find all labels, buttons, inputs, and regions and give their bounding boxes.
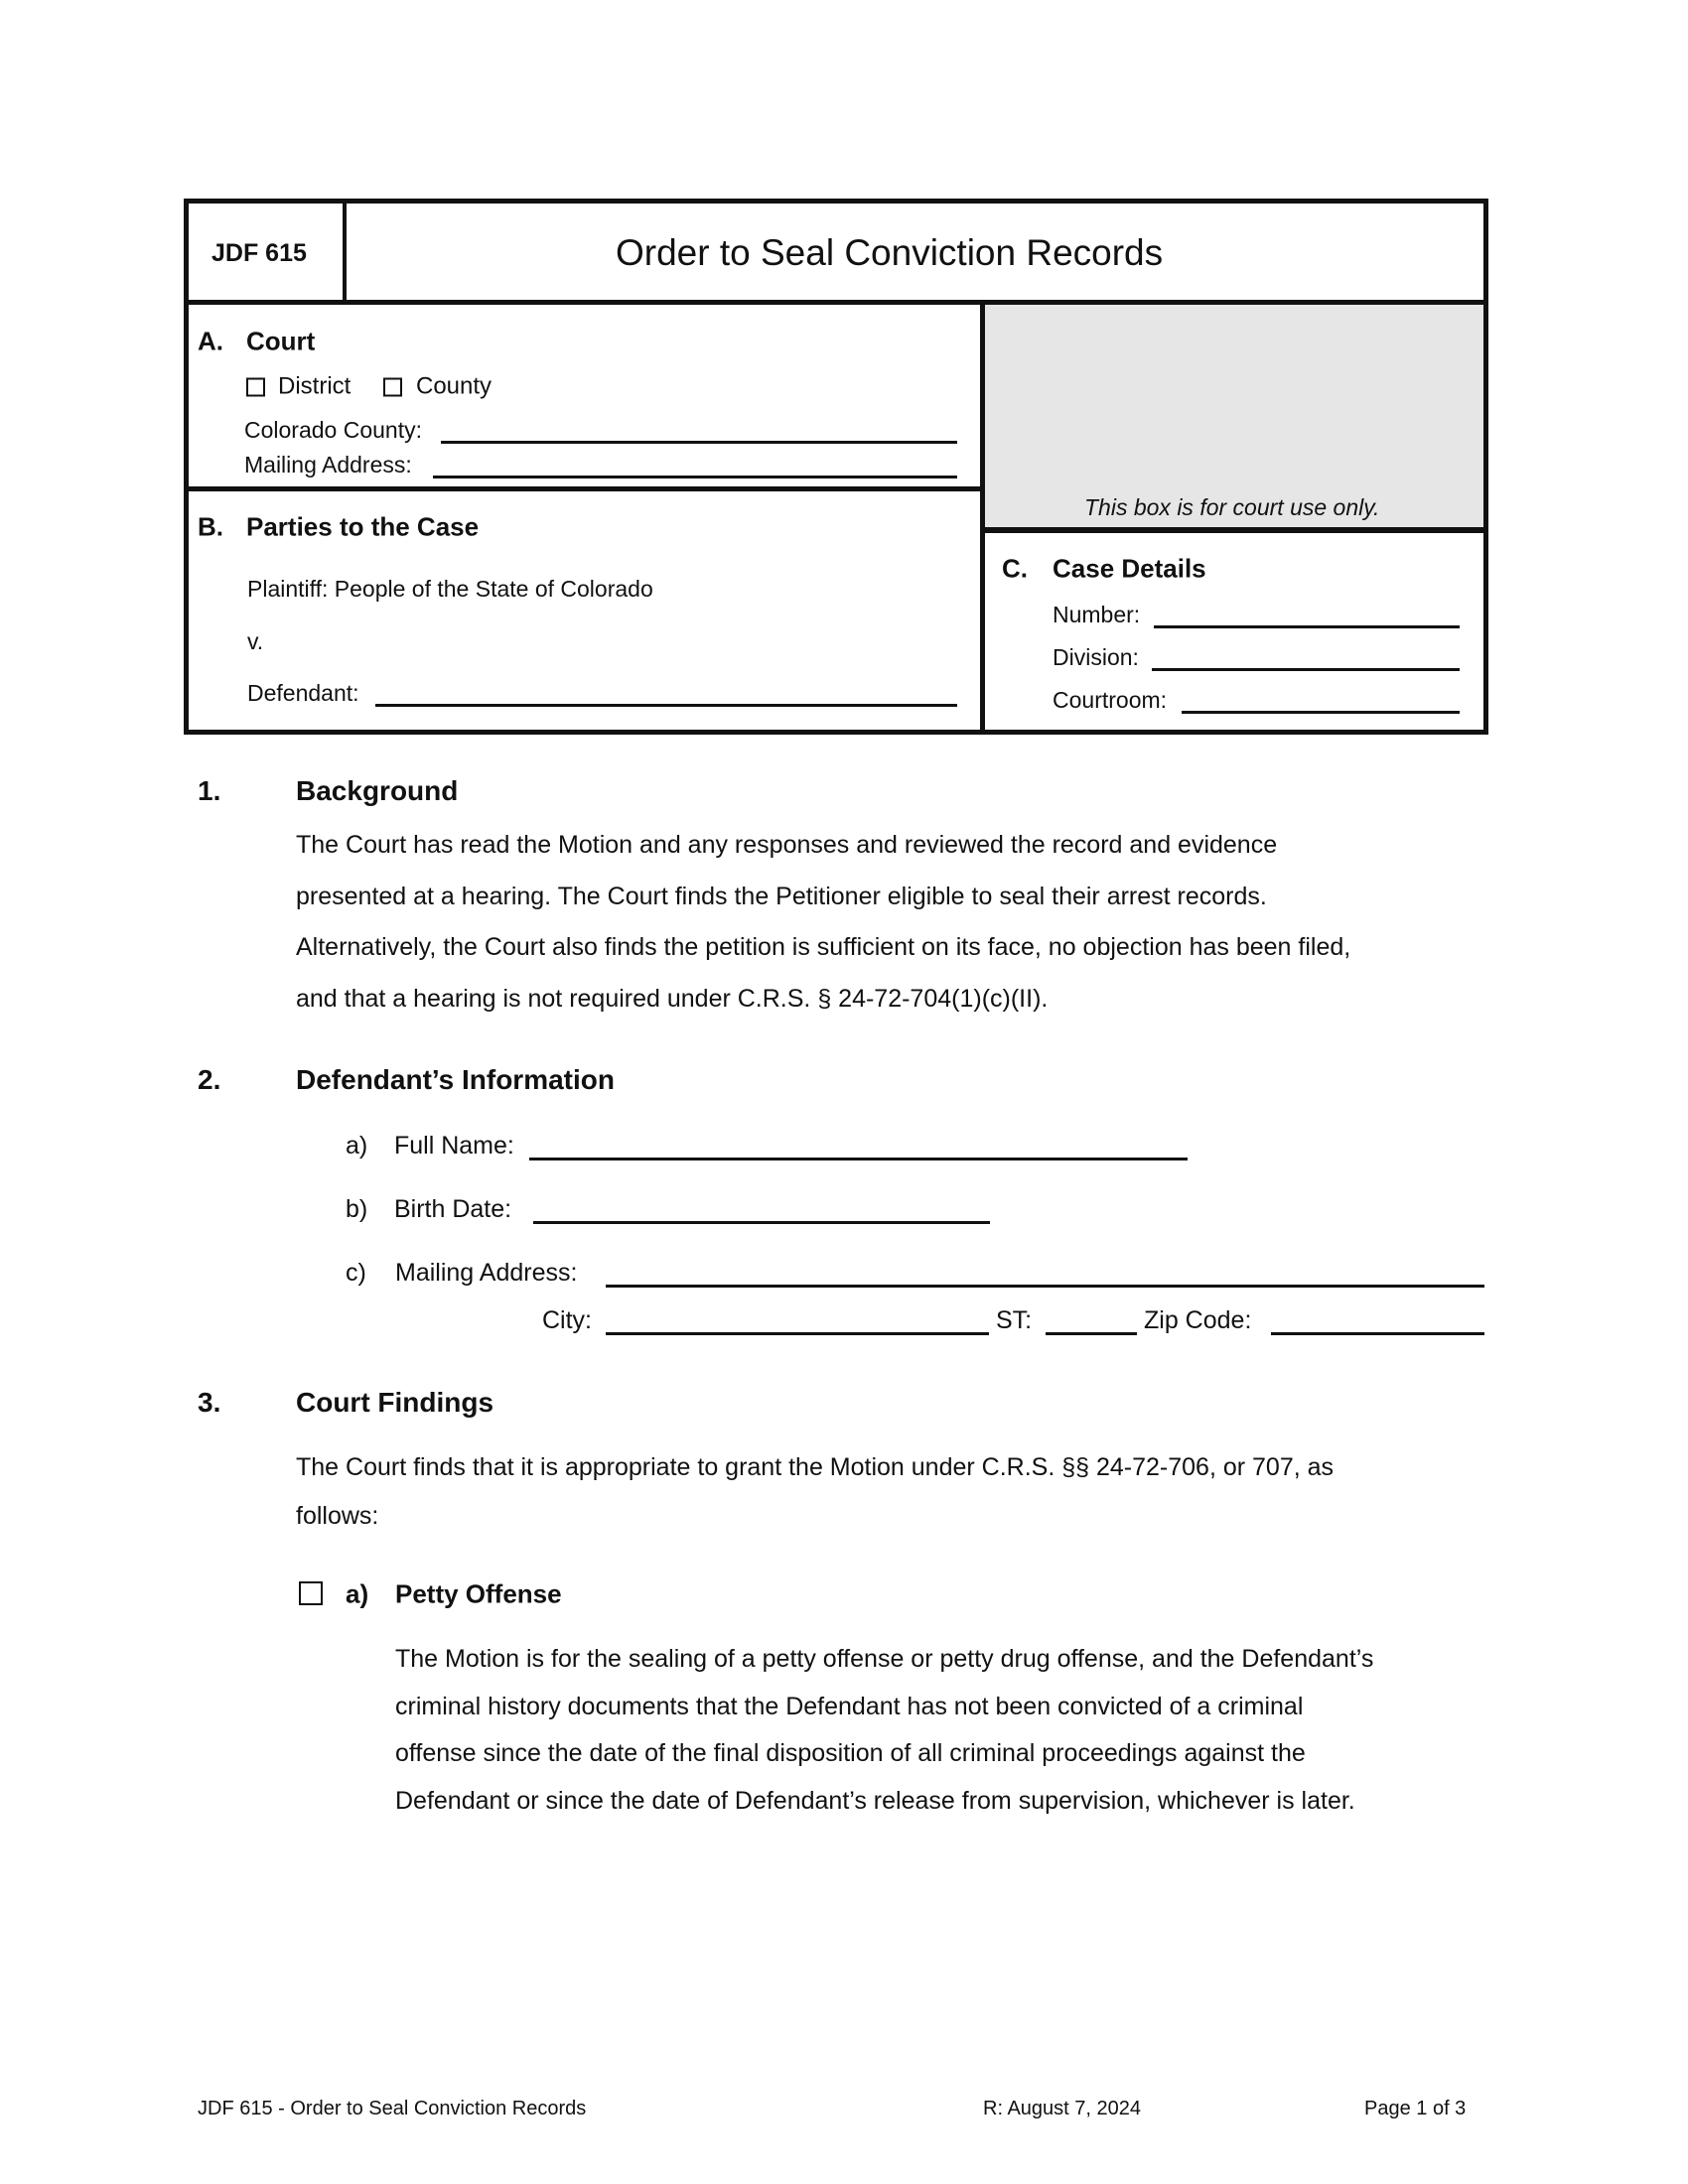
- division-label: Division:: [1053, 644, 1139, 671]
- defendant-mailing-address-field[interactable]: [606, 1285, 1484, 1288]
- court-use-note: This box is for court use only.: [1084, 494, 1380, 521]
- full-name-label: Full Name:: [394, 1132, 514, 1160]
- plaintiff-text: Plaintiff: People of the State of Colorado: [247, 576, 653, 603]
- section-2-title: Defendant’s Information: [296, 1064, 615, 1096]
- courtroom-label: Courtroom:: [1053, 687, 1168, 714]
- section-1-number: 1.: [198, 775, 221, 807]
- findings-line: The Court finds that it is appropriate to grant the Motion under C.R.S. §§ 24-72-706, or 707, as: [296, 1453, 1335, 1481]
- section-b-letter: B.: [198, 511, 223, 542]
- petty-offense-checkbox[interactable]: [299, 1581, 323, 1605]
- section-c-title: Case Details: [1053, 553, 1206, 584]
- petty-offense-line: offense since the date of the final disposition of all criminal proceedings against the: [395, 1739, 1306, 1767]
- section-3-title: Court Findings: [296, 1387, 494, 1419]
- defendant-mailing-address-label: Mailing Address:: [395, 1259, 578, 1287]
- case-number-label: Number:: [1053, 602, 1141, 628]
- background-line: Alternatively, the Court also finds the petition is sufficient on its face, no objection has been filed,: [296, 933, 1351, 961]
- birth-date-field[interactable]: [533, 1221, 990, 1224]
- zip-code-field[interactable]: [1271, 1332, 1484, 1335]
- courtroom-field[interactable]: [1182, 711, 1460, 714]
- district-label: District: [278, 372, 352, 400]
- case-number-field[interactable]: [1154, 625, 1460, 628]
- county-label: County: [416, 372, 492, 400]
- state-label: ST:: [996, 1306, 1033, 1334]
- petty-offense-line: Defendant or since the date of Defendant’s release from supervision, whichever is later.: [395, 1787, 1355, 1815]
- county-checkbox[interactable]: [383, 378, 402, 397]
- section-a-letter: A.: [198, 326, 223, 356]
- footer-page-number: Page 1 of 3: [1364, 2098, 1467, 2119]
- petty-offense-line: criminal history documents that the Defendant has not been convicted of a criminal: [395, 1693, 1304, 1720]
- colorado-county-field[interactable]: [441, 441, 957, 444]
- background-line: The Court has read the Motion and any responses and reviewed the record and evidence: [296, 831, 1278, 859]
- defendant-label: Defendant:: [247, 680, 359, 707]
- birth-date-label: Birth Date:: [394, 1195, 512, 1223]
- form-id: JDF 615: [211, 239, 307, 267]
- background-line: and that a hearing is not required under C.R.S. § 24-72-704(1)(c)(II).: [296, 985, 1049, 1013]
- mailing-address-label: Mailing Address:: [244, 452, 412, 478]
- item-c-label: c): [346, 1259, 366, 1287]
- section-2-number: 2.: [198, 1064, 221, 1096]
- zip-code-label: Zip Code:: [1144, 1306, 1252, 1334]
- versus-text: v.: [247, 628, 264, 655]
- section-3-number: 3.: [198, 1387, 221, 1419]
- footer-form-name: JDF 615 - Order to Seal Conviction Records: [198, 2098, 587, 2119]
- defendant-field[interactable]: [375, 704, 957, 707]
- page-title: Order to Seal Conviction Records: [616, 231, 1164, 273]
- city-field[interactable]: [606, 1332, 989, 1335]
- state-field[interactable]: [1046, 1332, 1137, 1335]
- section-a-title: Court: [246, 326, 316, 356]
- division-field[interactable]: [1152, 668, 1460, 671]
- court-mailing-address-field[interactable]: [433, 476, 957, 478]
- petty-offense-item-label: a): [346, 1578, 369, 1609]
- background-line: presented at a hearing. The Court finds the Petitioner eligible to seal their arrest records.: [296, 883, 1267, 910]
- petty-offense-title: Petty Offense: [395, 1578, 562, 1609]
- colorado-county-label: Colorado County:: [244, 417, 422, 444]
- section-b-title: Parties to the Case: [246, 511, 480, 542]
- section-1-title: Background: [296, 775, 459, 807]
- district-checkbox[interactable]: [246, 378, 265, 397]
- city-label: City:: [542, 1306, 592, 1334]
- full-name-field[interactable]: [529, 1158, 1188, 1160]
- petty-offense-line: The Motion is for the sealing of a petty offense or petty drug offense, and the Defendant’s: [395, 1645, 1374, 1673]
- item-a-label: a): [346, 1132, 368, 1160]
- findings-line: follows:: [296, 1502, 379, 1530]
- footer-revision-date: R: August 7, 2024: [983, 2098, 1142, 2119]
- item-b-label: b): [346, 1195, 368, 1223]
- section-c-letter: C.: [1002, 553, 1028, 584]
